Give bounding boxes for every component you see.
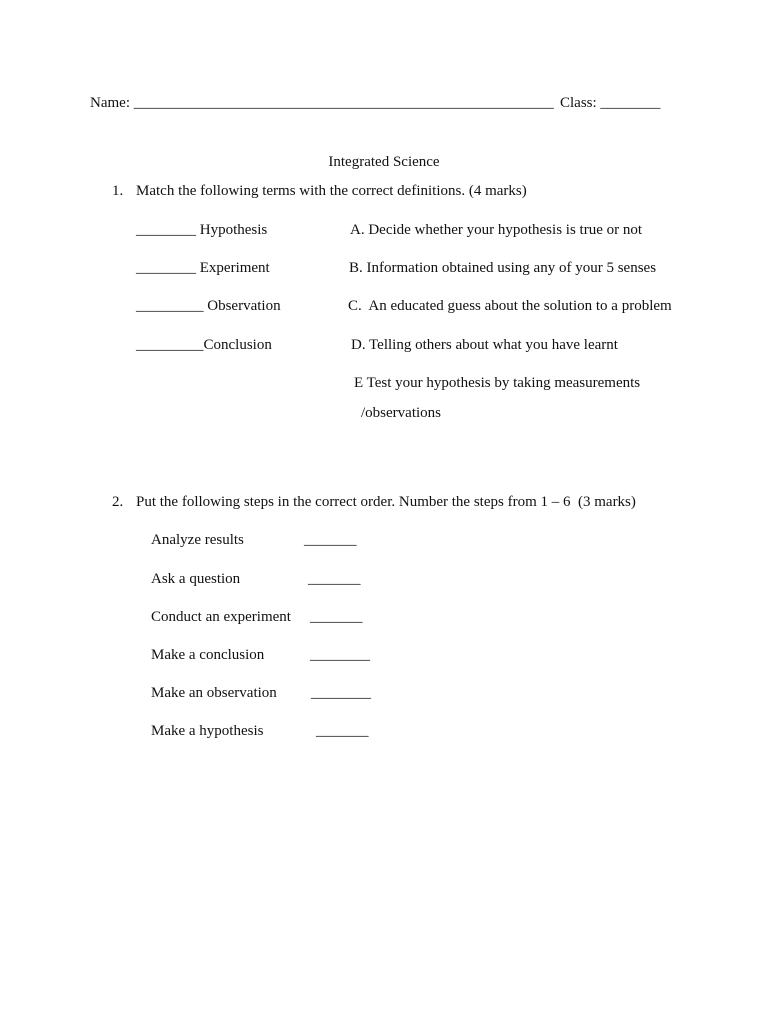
term-observation: _________ Observation	[136, 298, 281, 314]
page-title: Integrated Science	[328, 154, 440, 170]
step-ask-question: Ask a question	[151, 571, 241, 587]
step-ask-question-blank: _______	[308, 571, 361, 587]
step-make-conclusion-blank: ________	[310, 647, 370, 663]
definition-c: C. An educated guess about the solution to a problem	[348, 298, 672, 314]
step-conduct-experiment: Conduct an experiment	[151, 609, 291, 625]
q2-prompt: Put the following steps in the correct order. Number the steps from 1 – 6 (3 marks)	[136, 494, 636, 510]
definition-e-continued: /observations	[361, 405, 441, 421]
definition-a: A. Decide whether your hypothesis is true or not	[350, 222, 643, 238]
term-hypothesis: ________ Hypothesis	[136, 222, 268, 238]
definition-e: E Test your hypothesis by taking measurements	[354, 375, 641, 391]
definition-b: B. Information obtained using any of your 5 senses	[349, 260, 657, 276]
name-line: Name: ________________________________________________________	[90, 95, 554, 111]
step-analyze-results: Analyze results	[151, 532, 244, 548]
step-make-hypothesis-blank: _______	[316, 723, 369, 739]
step-make-observation: Make an observation	[151, 685, 277, 701]
class-line: Class: ________	[560, 95, 661, 111]
step-make-observation-blank: ________	[311, 685, 371, 701]
q1-number: 1.	[112, 183, 124, 199]
step-make-hypothesis: Make a hypothesis	[151, 723, 264, 739]
q1-prompt: Match the following terms with the correct definitions. (4 marks)	[136, 183, 527, 199]
step-make-conclusion: Make a conclusion	[151, 647, 265, 663]
step-analyze-results-blank: _______	[304, 532, 357, 548]
q2-number: 2.	[112, 494, 124, 510]
term-conclusion: _________Conclusion	[136, 337, 272, 353]
definition-d: D. Telling others about what you have learnt	[351, 337, 618, 353]
term-experiment: ________ Experiment	[136, 260, 270, 276]
step-conduct-experiment-blank: _______	[310, 609, 363, 625]
